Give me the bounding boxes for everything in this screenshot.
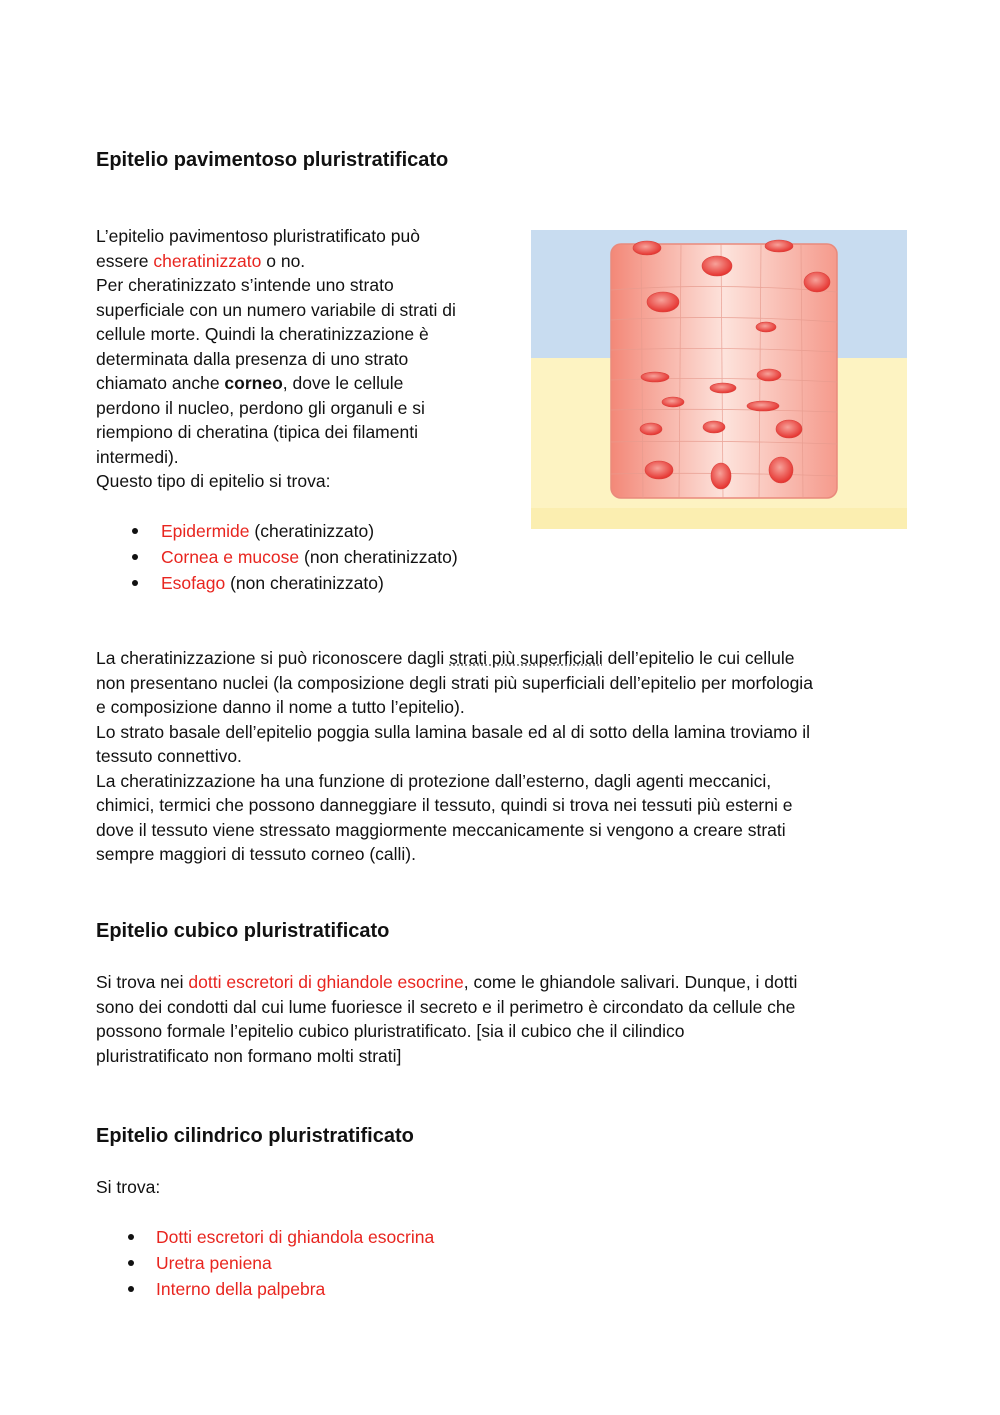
list-item	[129, 1250, 434, 1276]
location-list	[134, 518, 458, 596]
cheratinizzato-term: cheratinizzato	[153, 250, 262, 271]
cheratinizzazione-paragraph	[96, 646, 916, 867]
intro-line-2	[96, 249, 516, 274]
body-text: , come le ghiandole salivari. Dunque, i dotti	[463, 972, 798, 992]
intro-paragraph	[96, 224, 516, 494]
definition-line-4: determinata dalla presenza di uno strato	[96, 348, 409, 369]
list-item-term: Interno della palpebra	[156, 1279, 326, 1299]
intro-text: o no.	[261, 250, 306, 271]
bullet-icon	[128, 1234, 134, 1240]
list-item-term: Esofago	[161, 573, 226, 593]
definition-text: chiamato anche	[96, 373, 225, 393]
definition-line-2: superficiale con un numero variabile di strati di	[96, 299, 456, 320]
list-item-term: Cornea e mucose	[161, 547, 300, 567]
list-item	[134, 570, 458, 596]
body-line: dove il tessuto viene stressato maggiormente meccanicamente si vengono a creare strati	[96, 819, 786, 840]
body-line: chimici, termici che possono danneggiare il tessuto, quindi si trova nei tessuti più esterni e	[96, 795, 793, 815]
intro-text: essere	[96, 250, 154, 271]
body-line: non presentano nuclei (la composizione degli strati più superficiali dell’epitelio per morfologia	[96, 672, 813, 693]
cubico-line-1	[96, 970, 916, 995]
strati-superficiali-link[interactable]: strati più superficiali	[449, 648, 603, 668]
body-line: e composizione danno il nome a tutto l’epitelio).	[96, 697, 465, 717]
list-item-note: (non cheratinizzato)	[299, 547, 458, 567]
cubico-paragraph	[96, 970, 916, 1068]
cubico-line: pluristratificato non formano molti strati]	[96, 1045, 402, 1066]
location-intro: Questo tipo di epitelio si trova:	[96, 471, 331, 491]
epithelium-figure	[531, 230, 907, 529]
body-text: Si trova nei	[96, 972, 189, 992]
section-title-pavimentoso: Epitelio pavimentoso pluristratificato	[96, 149, 449, 171]
definition-line-5	[96, 371, 516, 396]
body-text: La cheratinizzazione si può riconoscere dagli	[96, 648, 450, 668]
definition-line-7: riempiono di cheratina (tipica dei filamenti	[96, 422, 418, 442]
cubico-line: possono formale l’epitelio cubico pluristratificato. [sia il cubico che il cilindico	[96, 1021, 685, 1041]
list-item	[134, 544, 458, 570]
body-text: dell’epitelio le cui cellule	[602, 648, 795, 668]
definition-line-6: perdono il nucleo, perdono gli organuli e si	[96, 397, 425, 418]
body-line: Lo strato basale dell’epitelio poggia sulla lamina basale ed al di sotto della lamina troviamo il	[96, 721, 811, 742]
definition-line-8: intermedi).	[96, 446, 179, 467]
list-item	[129, 1224, 434, 1250]
intro-line-1: L’epitelio pavimentoso pluristratificato può	[96, 226, 420, 246]
list-item-term: Uretra peniena	[156, 1253, 272, 1273]
bullet-icon	[132, 580, 138, 586]
cilindrico-list	[129, 1224, 434, 1302]
definition-text: , dove le cellule	[282, 373, 404, 393]
body-line: tessuto connettivo.	[96, 746, 242, 766]
dotti-escretori-term: dotti escretori di ghiandole esocrine	[188, 972, 464, 992]
body-line: La cheratinizzazione ha una funzione di protezione dall’esterno, dagli agenti meccanici,	[96, 770, 772, 791]
section-title-cilindrico: Epitelio cilindrico pluristratificato	[96, 1125, 414, 1147]
bullet-icon	[132, 528, 138, 534]
list-item-note: (cheratinizzato)	[249, 521, 375, 541]
definition-line-1: Per cheratinizzato s’intende uno strato	[96, 275, 394, 295]
bullet-icon	[132, 554, 138, 560]
corneo-term: corneo	[224, 373, 283, 393]
list-item	[129, 1276, 434, 1302]
body-line: sempre maggiori di tessuto corneo (calli).	[96, 844, 416, 864]
cubico-line: sono dei condotti dal cui lume fuoriesce il secreto e il perimetro è circondato da cellule che	[96, 996, 796, 1017]
cilindrico-intro: Si trova:	[96, 1177, 161, 1197]
stratified-squamous-epithelium-icon	[531, 230, 907, 529]
section-title-cubico: Epitelio cubico pluristratificato	[96, 920, 390, 942]
list-item-term: Dotti escretori di ghiandola esocrina	[156, 1227, 435, 1247]
list-item-note: (non cheratinizzato)	[225, 573, 384, 593]
list-item	[134, 518, 458, 544]
bullet-icon	[128, 1260, 134, 1266]
bullet-icon	[128, 1286, 134, 1292]
definition-line-3: cellule morte. Quindi la cheratinizzazione è	[96, 324, 429, 344]
list-item-term: Epidermide	[161, 521, 250, 541]
body-line-1	[96, 646, 916, 671]
